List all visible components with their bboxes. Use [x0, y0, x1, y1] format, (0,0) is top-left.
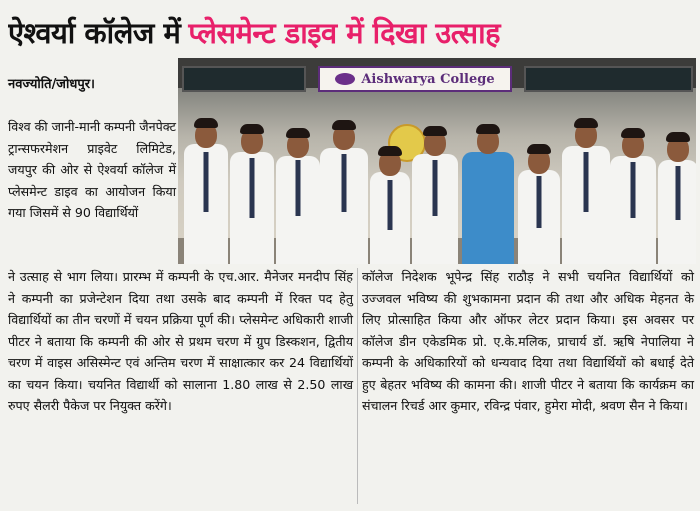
- college-banner: [318, 66, 512, 92]
- person-figure: [184, 104, 228, 264]
- person-figure: [276, 118, 320, 264]
- photo-window: [524, 66, 693, 92]
- article-intro: विश्व की जानी-मानी कम्पनी जैनपेक्ट ट्रान्सफरमेशन प्राइवेट लिमिटेड, जयपुर की ओर से ऐश्वर्या कॉलेज में प्लेसमेन्ट डाइव का आयोजन किया गया जिसमें से 90 विद्यार्थियों: [8, 119, 176, 220]
- person-figure: [658, 124, 696, 264]
- column-divider: [357, 268, 358, 504]
- person-figure: [412, 116, 458, 264]
- article-body-left: ने उत्साह से भाग लिया। प्रारम्भ में कम्पनी के एच.आर. मैनेजर मनदीप सिंह ने कम्पनी का प्रजेन्टेशन दिया तथा उसके बाद कम्पनी में रिक्त पद हेतु विद्यार्थियों का तीन चरणों में चयन प्रक्रिया पूर्ण की। प्लेसमेन्ट अधिकारी शाजी पीटर ने बताया कि कम्पनी की ओर से प्रथम चरण में ग्रुप डिस्कशन, द्वितीय चरण में वाइस असिस्मेन्ट एवं अन्तिम चरण में साक्षात्कार कर 24 विद्यार्थियों का चयन किया। चयनित विद्यार्थी को सालाना 1.80 लाख से 2.50 लाख रुपए सैलरी पैकेज पर नियुक्त करेंगे।: [8, 269, 353, 413]
- headline: [8, 8, 692, 56]
- group-photo: [178, 58, 696, 264]
- article-body-right: कॉलेज निदेशक भूपेन्द्र सिंह राठौड़ ने सभी चयनित विद्यार्थियों को उज्जवल भविष्य की शुभकामना प्रदान की तथा और अधिक मेहनत के लिए प्रोत्साहित किया और ऑफर लेटर प्रदान किया। इस अवसर पर कॉलेज डीन एकेडमिक प्रो. ए.के.मलिक, प्राचार्य डॉ. ऋषि नेपालिया ने कम्पनी के अधिकारियों को धन्यवाद दिया तथा विद्यार्थियों को बधाई देते हुए बेहतर भविष्य की कामना की। शाजी पीटर ने बताया कि कार्यक्रम का संचालन रिचर्ड आर कुमार, रविन्द्र पंवार, हुमेरा मोदी, श्रवण सैन ने किया।: [362, 269, 694, 413]
- person-figure: [610, 118, 656, 264]
- person-figure: [230, 114, 274, 264]
- banner-text: Aishwarya College: [361, 71, 495, 87]
- person-figure: [320, 108, 368, 264]
- headline-part-2: प्लेसमेन्ट डाइव में दिखा उत्साह: [188, 15, 501, 50]
- person-figure: [518, 136, 560, 264]
- person-figure: [370, 140, 410, 264]
- headline-part-1: ऐश्वर्या कॉलेज में: [8, 15, 181, 50]
- photo-window: [182, 66, 306, 92]
- person-figure: [562, 106, 610, 264]
- person-figure: [462, 114, 514, 264]
- college-logo-icon: [335, 73, 355, 85]
- dateline: नवज्योति/जोधपुर।: [8, 77, 95, 92]
